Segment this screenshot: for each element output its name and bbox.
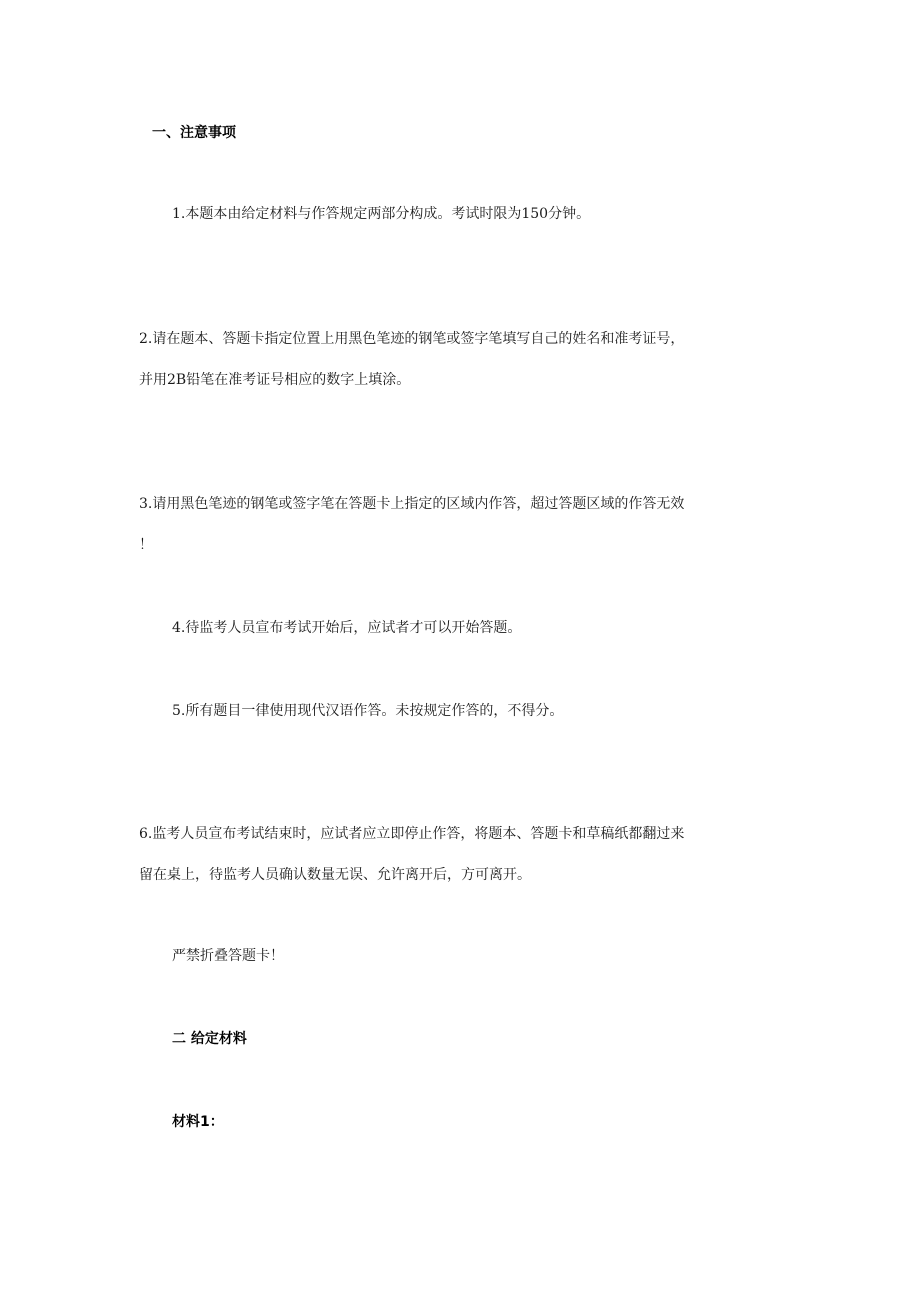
note-item-2-line-2: 并用2B铅笔在准考证号相应的数字上填涂。 (139, 372, 411, 388)
note-item-6-line-2: 留在桌上，待监考人员确认数量无误、允许离开后，方可离开。 (139, 867, 531, 883)
section-heading-materials: 二 给定材料 (172, 1031, 247, 1047)
material-label: 材料1： (172, 1114, 224, 1130)
note-item-3-line-1: 3.请用黑色笔迹的钢笔或签字笔在答题卡上指定的区域内作答，超过答题区域的作答无效 (139, 496, 685, 512)
note-item-1: 1.本题本由给定材料与作答规定两部分构成。考试时限为150分钟。 (172, 206, 591, 222)
section-heading-notes: 一、注意事项 (152, 125, 236, 141)
note-item-3-line-2: ！ (139, 537, 153, 553)
note-item-5: 5.所有题目一律使用现代汉语作答。未按规定作答的，不得分。 (172, 703, 564, 719)
note-item-4: 4.待监考人员宣布考试开始后，应试者才可以开始答题。 (172, 620, 522, 636)
note-item-2-line-1: 2.请在题本、答题卡指定位置上用黑色笔迹的钢笔或签字笔填写自己的姓名和准考证号， (139, 331, 685, 347)
warning-text: 严禁折叠答题卡！ (172, 948, 284, 964)
note-item-6-line-1: 6.监考人员宣布考试结束时，应试者应立即停止作答，将题本、答题卡和草稿纸都翻过来 (139, 826, 685, 842)
